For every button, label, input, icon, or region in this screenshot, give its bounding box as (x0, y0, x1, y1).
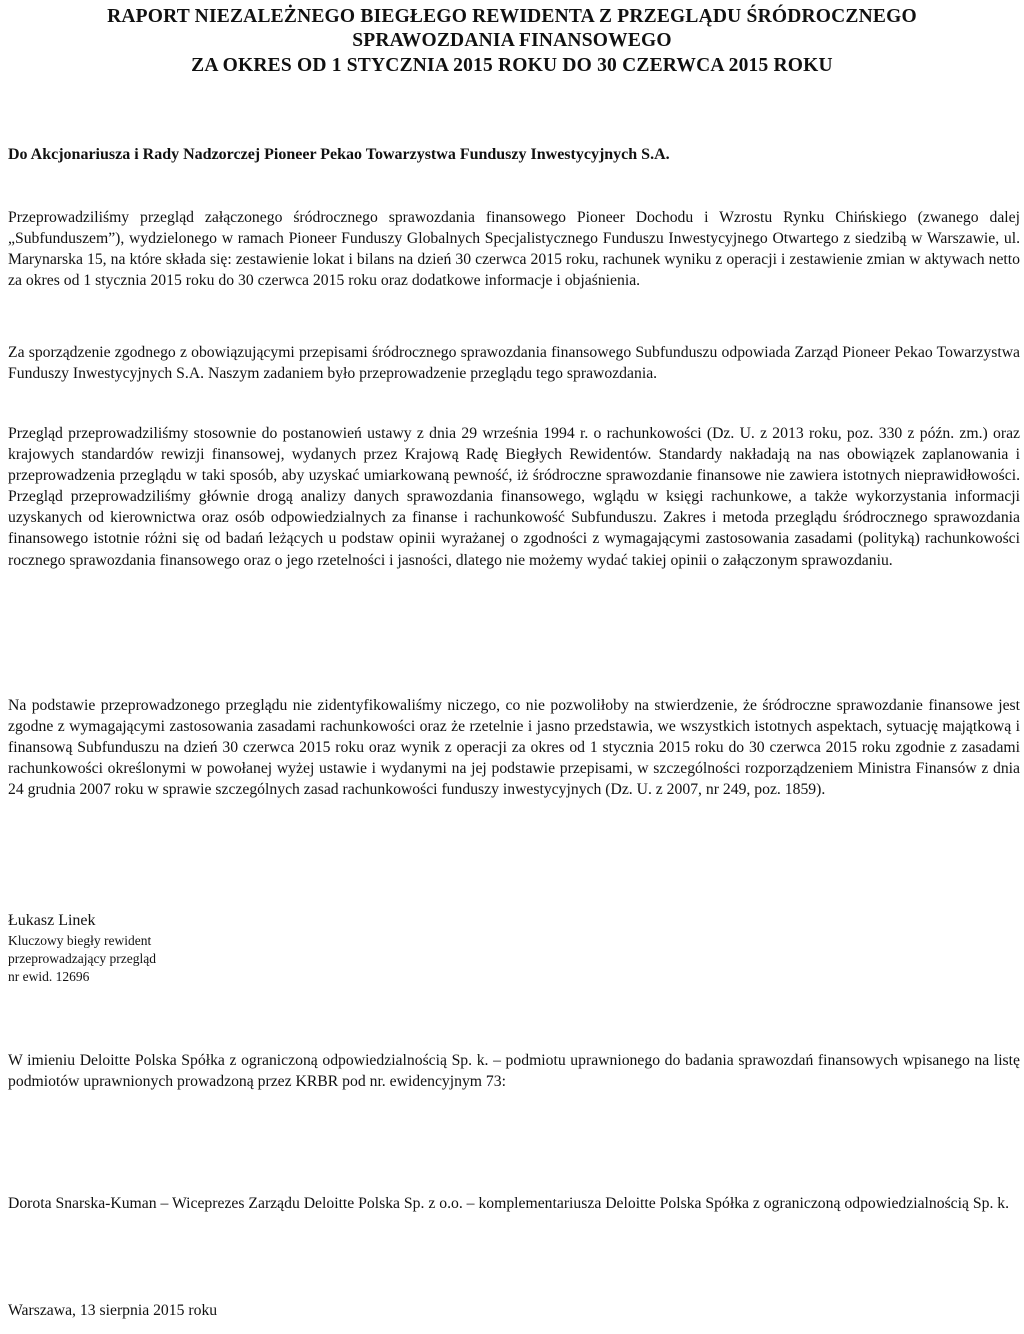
paragraph-responsibility: Za sporządzenie zgodnego z obowiązującymi przepisami śródrocznego sprawozdania finansowego Subfunduszu odpowiada Zarząd Pioneer Pekao Towarzystwa Funduszy Inwestycyjnych S.A. Naszym zadaniem było przeprowadzenie przeglądu tego sprawozdania. (8, 344, 1020, 383)
auditor-name: Łukasz Linek (8, 912, 96, 929)
report-title-line-1: RAPORT NIEZALEŻNEGO BIEGŁEGO REWIDENTA Z PRZEGLĄDU ŚRÓDROCZNEGO (107, 6, 917, 27)
report-title-line-3: ZA OKRES OD 1 STYCZNIA 2015 ROKU DO 30 CZERWCA 2015 ROKU (191, 55, 833, 76)
addressee: Do Akcjonariusza i Rady Nadzorczej Pioneer Pekao Towarzystwa Funduszy Inwestycyjnych S.A. (8, 146, 670, 163)
auditor-signature-block (8, 910, 608, 986)
auditor-role: Kluczowy biegły rewident (8, 933, 152, 948)
paragraph-standards: Przegląd przeprowadziliśmy stosownie do postanowień ustawy z dnia 29 września 1994 r. o rachunkowości (Dz. U. z 2013 roku, poz. 330 z późn. zm.) oraz krajowych standardów rewizji finansowej, wydanych przez Krajową Radę Biegłych Rewidentów. Standardy nakładają na nas obowiązek zaplanowania i przeprowadzenia przeglądu w taki sposób, aby uzyskać umiarkowaną pewność, iż śródroczne sprawozdanie finansowe nie zawiera istotnych nieprawidłowości. Przegląd przeprowadziliśmy głównie drogą analizy danych sprawozdania finansowego, wglądu w księgi rachunkowe, a także wykorzystania informacji uzyskanych od kierownictwa oraz osób odpowiedzialnych za finanse i rachunkowość Subfunduszu. Zakres i metoda przeglądu śródrocznego sprawozdania finansowego istotnie różni się od badań leżących u podstaw opinii wyrażanej o zgodności z wymagającymi zastosowania zasadami (polityką) rachunkowości rocznego sprawozdania finansowego oraz o jego rzetelności i jasności, dlatego nie możemy wydać takiej opinii o załączonym sprawozdaniu. (8, 425, 1020, 569)
paragraph-scope: Przeprowadziliśmy przegląd załączonego śródrocznego sprawozdania finansowego Pioneer Dochodu i Wzrostu Rynku Chińskiego (zwanego dalej „Subfunduszem”), wydzielonego w ramach Pioneer Funduszy Globalnych Specjalistycznego Funduszu Inwestycyjnego Otwartego z siedzibą w Warszawie, ul. Marynarska 15, na które składa się: zestawienie lokat i bilans na dzień 30 czerwca 2015 roku, rachunek wyniku z operacji i zestawienie zmian w aktywach netto za okres od 1 stycznia 2015 roku do 30 czerwca 2015 roku oraz dodatkowe informacje i objaśnienia. (8, 209, 1020, 290)
auditor-role-detail: przeprowadzający przegląd (8, 951, 157, 966)
paragraph-conclusion: Na podstawie przeprowadzonego przeglądu nie zidentyfikowaliśmy niczego, co nie pozwoliłoby na stwierdzenie, że śródroczne sprawozdanie finansowe jest zgodne z wymagającymi zastosowania zasadami rachunkowości oraz że rzetelnie i jasno przedstawia, we wszystkich istotnych aspektach, sytuację majątkową i finansową Subfunduszu na dzień 30 czerwca 2015 roku oraz wynik z operacji za okres od 1 stycznia 2015 roku do 30 czerwca 2015 roku zgodnie z zasadami rachunkowości określonymi w powołanej wyżej ustawie i wydanymi na jej podstawie przepisami, w szczególności rozporządzeniem Ministra Finansów z dnia 24 grudnia 2007 roku w sprawie szczególnych zasad rachunkowości funduszy inwestycyjnych (Dz. U. z 2007, nr 249, poz. 1859). (8, 697, 1020, 799)
auditor-registration: nr ewid. 12696 (8, 969, 90, 984)
place-and-date: Warszawa, 13 sierpnia 2015 roku (8, 1302, 218, 1319)
entity-statement: W imieniu Deloitte Polska Spółka z ograniczoną odpowiedzialnością Sp. k. – podmiotu uprawnionego do badania sprawozdań finansowych wpisanego na listę podmiotów uprawnionych prowadzoną przez KRBR pod nr. ewidencyjnym 73: (8, 1052, 1020, 1091)
report-title-line-2: SPRAWOZDANIA FINANSOWEGO (352, 30, 672, 51)
signatory-statement: Dorota Snarska-Kuman – Wiceprezes Zarządu Deloitte Polska Sp. z o.o. – komplementariusza Deloitte Polska Spółka z ograniczoną odpowiedzialnością Sp. k. (8, 1195, 1010, 1212)
